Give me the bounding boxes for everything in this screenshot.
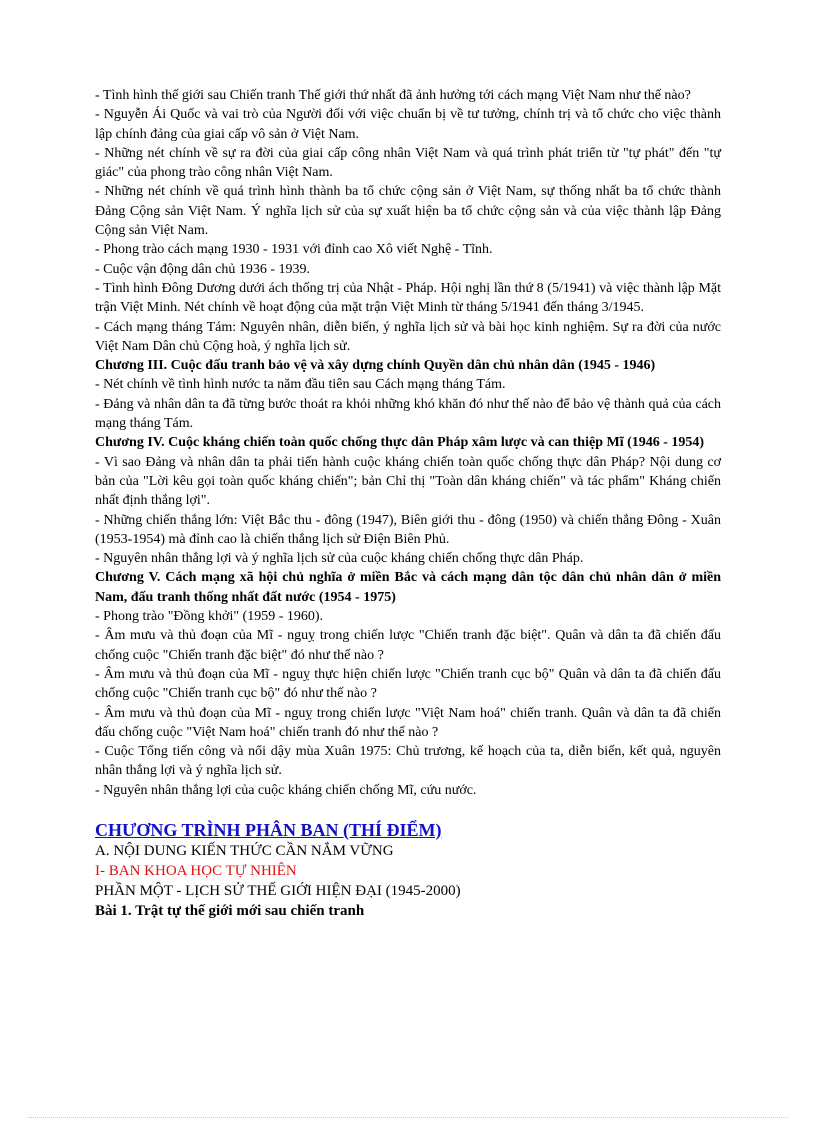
paragraph: - Nét chính về tình hình nước ta năm đầu tiên sau Cách mạng tháng Tám. [95, 377, 506, 393]
paragraph: - Những nét chính về sự ra đời của giai cấp công nhân Việt Nam và quá trình phát triển từ "tự phát" đến "tự giác" của phong trào công nhân Việt Nam. [95, 145, 721, 181]
part-one-heading: PHẦN MỘT - LỊCH SỬ THẾ GIỚI HIỆN ĐẠI (1945-2000) [95, 882, 461, 899]
paragraph: - Cuộc Tổng tiến công và nổi dậy mùa Xuân 1975: Chủ trương, kế hoạch của ta, diễn biến, kết quả, nguyên nhân thắng lợi và ý nghĩa lịch sử. [95, 744, 721, 779]
page-bottom-divider [28, 1117, 788, 1118]
paragraph: - Nguyên nhân thắng lợi và ý nghĩa lịch sử của cuộc kháng chiến chống thực dân Pháp. [95, 551, 584, 567]
program-section [95, 819, 721, 921]
paragraph: - Âm mưu và thủ đoạn của Mĩ - nguỵ thực hiện chiến lược "Chiến tranh cục bộ" Quân và dân ta đã chiến đấu chống cuộc "Chiến tranh cục bộ" đó như thế nào ? [95, 666, 721, 702]
branch-heading: I- BAN KHOA HỌC TỰ NHIÊN [95, 862, 297, 879]
paragraph: - Đảng và nhân dân ta đã từng bước thoát ra khỏi những khó khăn đó như thế nào để bảo vệ thành quả của cách mạng tháng Tám. [95, 396, 721, 432]
paragraph: - Những nét chính về quá trình hình thành ba tổ chức cộng sản ở Việt Nam, sự thống nhất ba tổ chức thành Đảng Cộng sản Việt Nam. Ý nghĩa lịch sử của sự xuất hiện ba tổ chức cộng sản và của việc thành lập Đảng Cộng sản Việt Nam. [95, 184, 721, 239]
chapter-heading: Chương III. Cuộc đấu tranh bảo vệ và xây dựng chính Quyền dân chủ nhân dân (1945 - 1946) [95, 358, 656, 374]
lesson-heading: Bài 1. Trật tự thế giới mới sau chiến tranh [95, 902, 365, 919]
paragraph: - Cách mạng tháng Tám: Nguyên nhân, diễn biến, ý nghĩa lịch sử và bài học kinh nghiệm. Sự ra đời của nước Việt Nam Dân chủ Cộng hoà, ý nghĩa lịch sử. [95, 319, 721, 354]
paragraph: - Nguyễn Ái Quốc và vai trò của Người đối với việc chuẩn bị về tư tưởng, chính trị và tổ chức cho việc thành lập chính đảng của giai cấp vô sản ở Việt Nam. [95, 107, 721, 142]
paragraph: - Nguyên nhân thắng lợi của cuộc kháng chiến chống Mĩ, cứu nước. [95, 782, 477, 798]
paragraph: - Phong trào cách mạng 1930 - 1931 với đỉnh cao Xô viết Nghệ - Tĩnh. [95, 242, 493, 258]
paragraph: - Âm mưu và thủ đoạn của Mĩ - nguỵ trong chiến lược "Chiến tranh đặc biệt". Quân và dân ta đã chiến đấu chống cuộc "Chiến tranh đặc biệt" đó như thế nào ? [95, 628, 721, 663]
section-title: CHƯƠNG TRÌNH PHÂN BAN (THÍ ĐIỂM) [95, 819, 442, 840]
chapter-heading: Chương IV. Cuộc kháng chiến toàn quốc chống thực dân Pháp xâm lược và can thiệp Mĩ (1946 - 1954) [95, 435, 705, 451]
paragraph: - Vì sao Đảng và nhân dân ta phải tiến hành cuộc kháng chiến toàn quốc chống thực dân Pháp? Nội dung cơ bản của "Lời kêu gọi toàn quốc kháng chiến"; bản Chỉ thị "Toàn dân kháng chiến" và tác phẩm" Kháng chiến nhất định thắng lợi". [95, 454, 721, 509]
paragraph: - Tình hình thế giới sau Chiến tranh Thế giới thứ nhất đã ảnh hưởng tới cách mạng Việt Nam như thế nào? [95, 88, 691, 103]
paragraph: - Tình hình Đông Dương dưới ách thống trị của Nhật - Pháp. Hội nghị lần thứ 8 (5/1941) và việc thành lập Mặt trận Việt Minh. Nét chính về hoạt động của mặt trận Việt Minh từ tháng 5/1941 đến tháng 3/1945. [95, 280, 721, 316]
part-a-heading: A. NỘI DUNG KIẾN THỨC CẦN NẮM VỮNG [95, 842, 394, 859]
paragraph: - Những chiến thắng lớn: Việt Bắc thu - đông (1947), Biên giới thu - đông (1950) và chiến thắng Đông - Xuân (1953-1954) mà đỉnh cao là chiến thắng lịch sử Điện Biên Phủ. [95, 512, 721, 547]
paragraph: - Phong trào "Đồng khởi" (1959 - 1960). [95, 609, 324, 625]
document-body [95, 86, 721, 800]
paragraph: - Cuộc vận động dân chủ 1936 - 1939. [95, 261, 311, 277]
paragraph: - Âm mưu và thủ đoạn của Mĩ - nguỵ trong chiến lược "Việt Nam hoá" chiến tranh. Quân và dân ta đã chiến đấu chống cuộc "Việt Nam hoá" chiến tranh đó như thế nào ? [95, 705, 721, 740]
document-page [95, 86, 721, 921]
chapter-heading: Chương V. Cách mạng xã hội chủ nghĩa ở miền Bắc và cách mạng dân tộc dân chủ nhân dân ở miền Nam, đấu tranh thống nhất đất nước (1954 - 1975) [95, 570, 721, 605]
